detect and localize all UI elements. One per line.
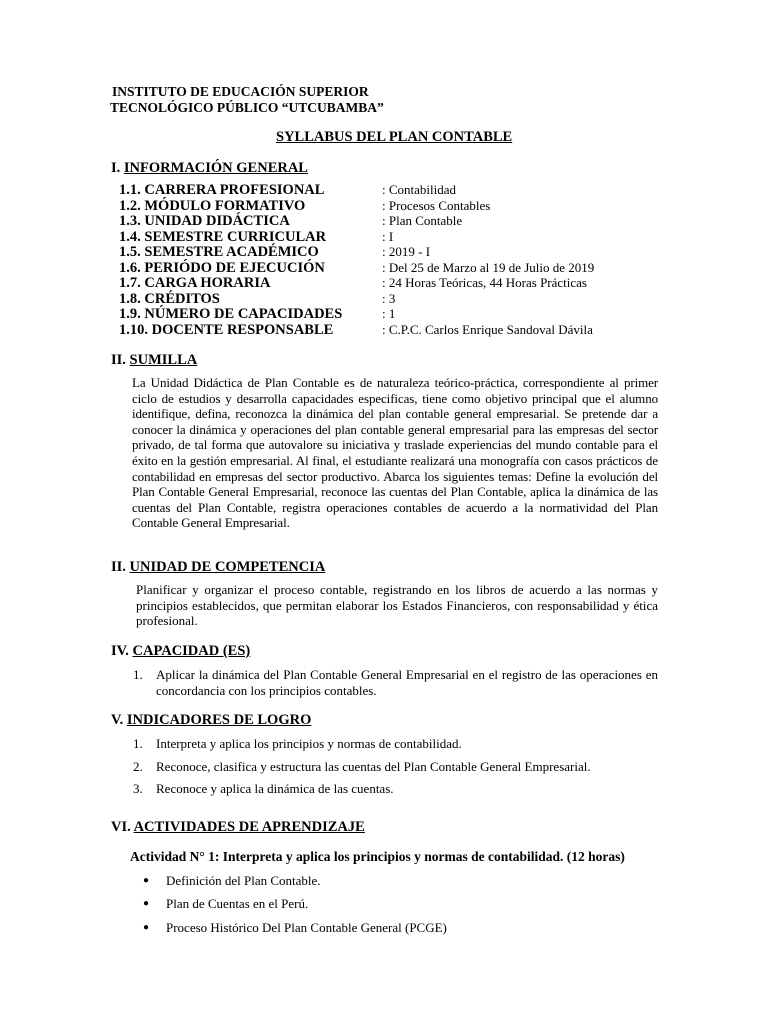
info-value: : Plan Contable: [382, 213, 463, 228]
actividad-item: Definición del Plan Contable.: [166, 873, 321, 888]
info-value: : 3: [382, 290, 396, 306]
indicador-text: Reconoce, clasifica y estructura las cuentas del Plan Contable General Empresarial.: [156, 759, 591, 774]
bullet-icon: ●: [143, 922, 150, 933]
section-number: IV.: [111, 643, 129, 659]
indicador-number: 2.: [133, 759, 143, 774]
info-value: : Procesos Contables: [382, 197, 491, 213]
section-title: ACTIVIDADES DE APRENDIZAJE: [133, 819, 365, 835]
info-value: : 24 Horas Teóricas, 44 Horas Prácticas: [382, 275, 587, 290]
info-label: 1.4. SEMESTRE CURRICULAR: [119, 228, 327, 245]
section-number: VI.: [111, 819, 131, 835]
section-number: V.: [111, 712, 124, 728]
competencia-paragraph: Planificar y organizar el proceso contable, registrando en los libros de acuerdo a las normas y principios establecidos, que permitan elaborar los Estados Financieros, con responsabilidad y ética profesional.: [136, 582, 658, 629]
info-label: 1.6. PERIÓDO DE EJECUCIÓN: [119, 259, 325, 276]
section-title: INDICADORES DE LOGRO: [126, 712, 312, 728]
institution-name-line1: INSTITUTO DE EDUCACIÓN SUPERIOR: [112, 84, 369, 99]
section-heading-competencia: [111, 559, 325, 576]
document-title: SYLLABUS DEL PLAN CONTABLE: [276, 129, 513, 145]
section-title: INFORMACIÓN GENERAL: [123, 160, 308, 176]
info-label: 1.1. CARRERA PROFESIONAL: [119, 182, 325, 198]
section-title: UNIDAD DE COMPETENCIA: [129, 559, 326, 575]
info-value: : 1: [382, 306, 396, 321]
indicador-number: 1.: [133, 736, 143, 751]
section-heading-actividades: [111, 819, 365, 836]
info-label: 1.5. SEMESTRE ACADÉMICO: [119, 244, 319, 260]
info-value: : C.P.C. Carlos Enrique Sandoval Dávila: [382, 321, 593, 337]
info-label: 1.9. NÚMERO DE CAPACIDADES: [119, 306, 343, 322]
section-heading-sumilla: [111, 352, 197, 369]
sumilla-paragraph: La Unidad Didáctica de Plan Contable es de naturaleza teórico-práctica, correspondiente al primer ciclo de estudios y desarrolla capacidades especificas, tiene como objetivo principal que el alumno identifique, defina, reconozca la dinámica del plan contable general empresarial. Se pretende dar a conocer la dinámica y operaciones del plan contable general empresarial para las empresas del sector privado, de tal forma que autovalore su iniciativa y traslade experiencias del mundo contable para el éxito en la gestión empresarial. Al final, el estudiante realizará una monografía con casos prácticos de contabilidad en empresas del sector productivo. Abarca los siguientes temas: Define la evolución del Plan Contable General Empresarial, reconoce las cuentas del Plan Contable, aplica la dinámica de las cuentas del Plan Contable, registra operaciones contables de acuerdo a la normatividad del Plan Contable General Empresarial.: [132, 375, 658, 531]
section-heading-indicadores: [111, 712, 311, 729]
bullet-icon: ●: [143, 898, 150, 909]
section-number: I.: [111, 160, 121, 176]
info-label: 1.7. CARGA HORARIA: [119, 275, 271, 291]
bullet-icon: ●: [143, 875, 150, 886]
info-value: : 2019 - I: [382, 244, 431, 259]
info-label: 1.10. DOCENTE RESPONSABLE: [119, 321, 334, 338]
section-title: SUMILLA: [129, 352, 198, 368]
actividad-title: Actividad N° 1: Interpreta y aplica los principios y normas de contabilidad. (12 horas): [130, 849, 625, 864]
capacidad-number: 1.: [133, 667, 143, 682]
section-number: II.: [111, 352, 126, 368]
info-label: 1.3. UNIDAD DIDÁCTICA: [119, 213, 290, 229]
section-title: CAPACIDAD (ES): [132, 643, 251, 659]
actividad-item: Proceso Histórico Del Plan Contable General (PCGE): [166, 920, 447, 935]
info-label: 1.8. CRÉDITOS: [119, 290, 220, 307]
info-value: : Contabilidad: [382, 182, 457, 197]
info-value: : I: [382, 228, 394, 244]
info-label: 1.2. MÓDULO FORMATIVO: [119, 197, 306, 214]
indicador-text: Interpreta y aplica los principios y normas de contabilidad.: [156, 736, 462, 751]
info-value: : Del 25 de Marzo al 19 de Julio de 2019: [382, 259, 595, 275]
section-heading-capacidad: [111, 643, 250, 660]
capacidad-text: Aplicar la dinámica del Plan Contable General Empresarial en el registro de las operaciones en concordancia con los principios contables.: [156, 667, 658, 698]
indicador-text: Reconoce y aplica la dinámica de las cuentas.: [156, 781, 394, 796]
section-heading-info: [111, 160, 308, 177]
section-number: II.: [111, 559, 126, 575]
institution-name-line2: TECNOLÓGICO PÚBLICO “UTCUBAMBA”: [110, 100, 384, 115]
actividad-item: Plan de Cuentas en el Perú.: [166, 896, 309, 911]
indicador-number: 3.: [133, 781, 143, 796]
